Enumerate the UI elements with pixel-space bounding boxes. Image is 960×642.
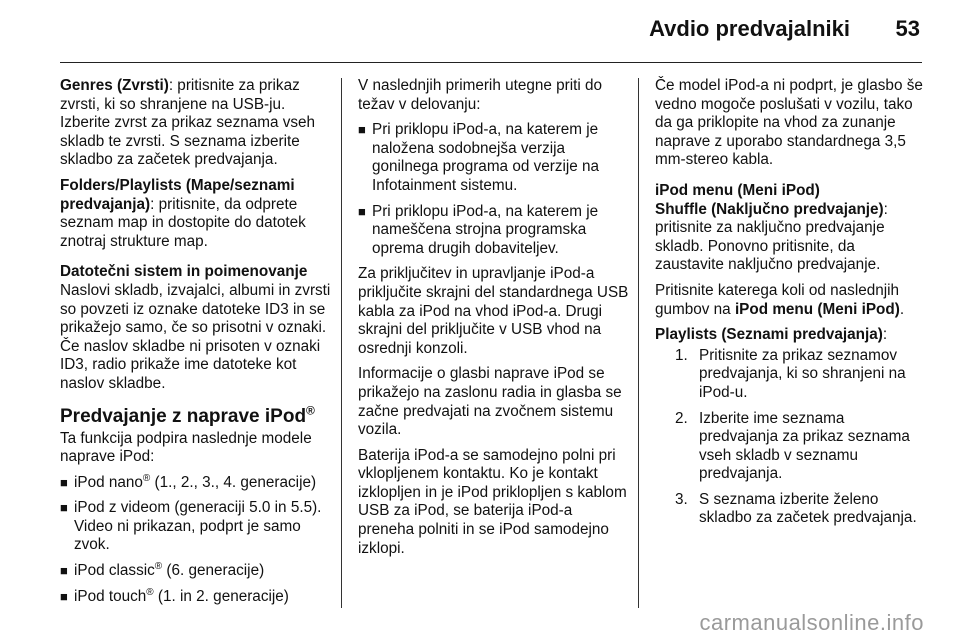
list-item <box>358 121 630 195</box>
list-item <box>655 410 927 484</box>
page-header <box>0 0 960 64</box>
bullet-icon: ■ <box>60 474 68 490</box>
folders-label: Folders/Playlists (Mape/seznami predvajanja) <box>60 176 295 213</box>
shuffle-paragraph <box>655 201 927 275</box>
ipod-menu-label: iPod menu (Meni iPod) <box>734 300 900 318</box>
list-item <box>655 347 927 403</box>
model-name: iPod z videom (generaciji 5.0 in 5.5). Video ni prikazan, podprt je samo zvok. <box>74 499 322 554</box>
page-number: 53 <box>895 16 920 41</box>
list-item-text: Pri priklopu iPod-a, na katerem je nameščena strojna programska oprema drugih dobaviteljev. <box>372 202 599 257</box>
registered-mark: ® <box>154 560 163 572</box>
step-text: Pritisnite za prikaz seznamov predvajanja, ki so shranjeni na iPod-u. <box>699 346 906 401</box>
step-text: S seznama izberite želeno skladbo za začetek predvajanja. <box>699 490 917 527</box>
folders-text: : pritisnite, da odprete seznam map in dostopite do datotek znotraj strukture map. <box>60 195 306 250</box>
registered-mark: ® <box>306 403 315 418</box>
step-number: 3. <box>675 490 688 508</box>
bullet-icon: ■ <box>60 500 68 516</box>
folders-paragraph <box>60 177 332 251</box>
list-item <box>60 499 332 555</box>
shuffle-label: Shuffle (Naključno predvajanje) <box>655 200 884 218</box>
connection-paragraph: Za priključitev in upravljanje iPod-a priključite skrajni del standardnega USB kabla za iPod na vhod iPod-a. Drugi skrajni del priključite v USB vhod na osrednji konzoli. <box>358 265 629 357</box>
section-title-text: Predvajanje z naprave iPod <box>60 405 307 427</box>
genres-text: : pritisnite za prikaz zvrsti, ki so shranjene na USB-ju. Izberite zvrst za prikaz seznama vseh skladb te zvrsti. S seznama izberite skladbo za začetek predvajanja. <box>60 77 316 169</box>
step-number: 2. <box>675 409 688 427</box>
model-generation: (1. in 2. generacije) <box>153 587 289 605</box>
step-text: Izberite ime seznama predvajanja za prikaz seznama vseh skladb v seznamu predvajanja. <box>699 409 910 483</box>
model-name: iPod classic <box>74 562 155 580</box>
genres-paragraph <box>60 77 332 170</box>
battery-paragraph: Baterija iPod-a se samodejno polni pri vklopljenem kontaktu. Ko je kontakt izklopljen in je iPod priklopljen s kablom USB za iPod, se baterija iPod-a preneha polniti in se iPod samodejno izklopi. <box>358 446 627 557</box>
ipod-menu-heading: iPod menu (Meni iPod) <box>655 181 820 199</box>
registered-mark: ® <box>142 472 151 484</box>
watermark: carmanualsonline.info <box>699 610 924 635</box>
column-right <box>655 77 927 535</box>
filesystem-heading: Datotečni sistem in poimenovanje <box>60 263 308 281</box>
bullet-icon: ■ <box>60 563 68 579</box>
column-left <box>60 77 332 613</box>
model-name: iPod touch <box>74 587 147 605</box>
list-item <box>60 562 332 581</box>
shuffle-text: : pritisnite za naključno predvajanje skladb. Ponovno pritisnite, da zaustavite naključno predvajanje. <box>655 200 888 274</box>
filesystem-text: Naslovi skladb, izvajalci, albumi in zvrsti so povzeti iz oznake datoteke ID3 in se prikažejo samo, če so prisotni v oznaki. Če naslov skladbe ni prisoten v oznaki ID3, radio prikaže ime datoteke kot naslov skladbe. <box>60 281 331 392</box>
bullet-icon: ■ <box>358 122 366 138</box>
list-item <box>655 491 927 528</box>
list-item-text: Pri priklopu iPod-a, na katerem je naložena sodobnejša verzija gonilnega programa od verzije na Infotainment sistemu. <box>372 121 600 194</box>
model-generation: (1., 2., 3., 4. generacije) <box>150 473 317 491</box>
registered-mark: ® <box>146 586 154 598</box>
section-title <box>60 403 332 428</box>
list-item <box>60 474 332 493</box>
model-name: iPod nano <box>74 473 143 491</box>
music-info-paragraph: Informacije o glasbi naprave iPod se prikažejo na zaslonu radia in glasba se začne predvajati na zvočnem sistemu vozila. <box>358 365 622 439</box>
unsupported-paragraph: Če model iPod-a ni podprt, je glasbo še vedno mogoče poslušati v vozilu, tako da ga priklopite na vhod za zunanje naprave z uporabo standardnega 3,5 mm-stereo kabla. <box>655 77 923 169</box>
bullet-icon: ■ <box>358 203 366 219</box>
header-rule <box>60 62 922 63</box>
bullet-icon: ■ <box>60 588 68 604</box>
buttons-text-end: . <box>899 300 905 318</box>
playlists-label: Playlists (Seznami predvajanja) <box>655 326 883 344</box>
models-intro: Ta funkcija podpira naslednje modele naprave iPod: <box>60 429 312 466</box>
playlists-paragraph <box>655 326 927 345</box>
buttons-paragraph <box>655 282 927 319</box>
problems-intro: V naslednjih primerih utegne priti do težav v delovanju: <box>358 77 603 113</box>
playlists-text: : <box>882 326 888 344</box>
step-number: 1. <box>675 346 688 364</box>
genres-label: Genres (Zvrsti) <box>60 77 169 94</box>
column-divider-left <box>341 78 342 608</box>
buttons-text: Pritisnite katerega koli od naslednjih gumbov na <box>655 281 900 318</box>
list-item <box>60 588 332 607</box>
model-generation: (6. generacije) <box>162 562 265 580</box>
column-middle <box>358 77 630 565</box>
page-title: Avdio predvajalniki <box>649 16 850 41</box>
column-divider-right <box>638 78 639 608</box>
list-item <box>358 203 630 259</box>
